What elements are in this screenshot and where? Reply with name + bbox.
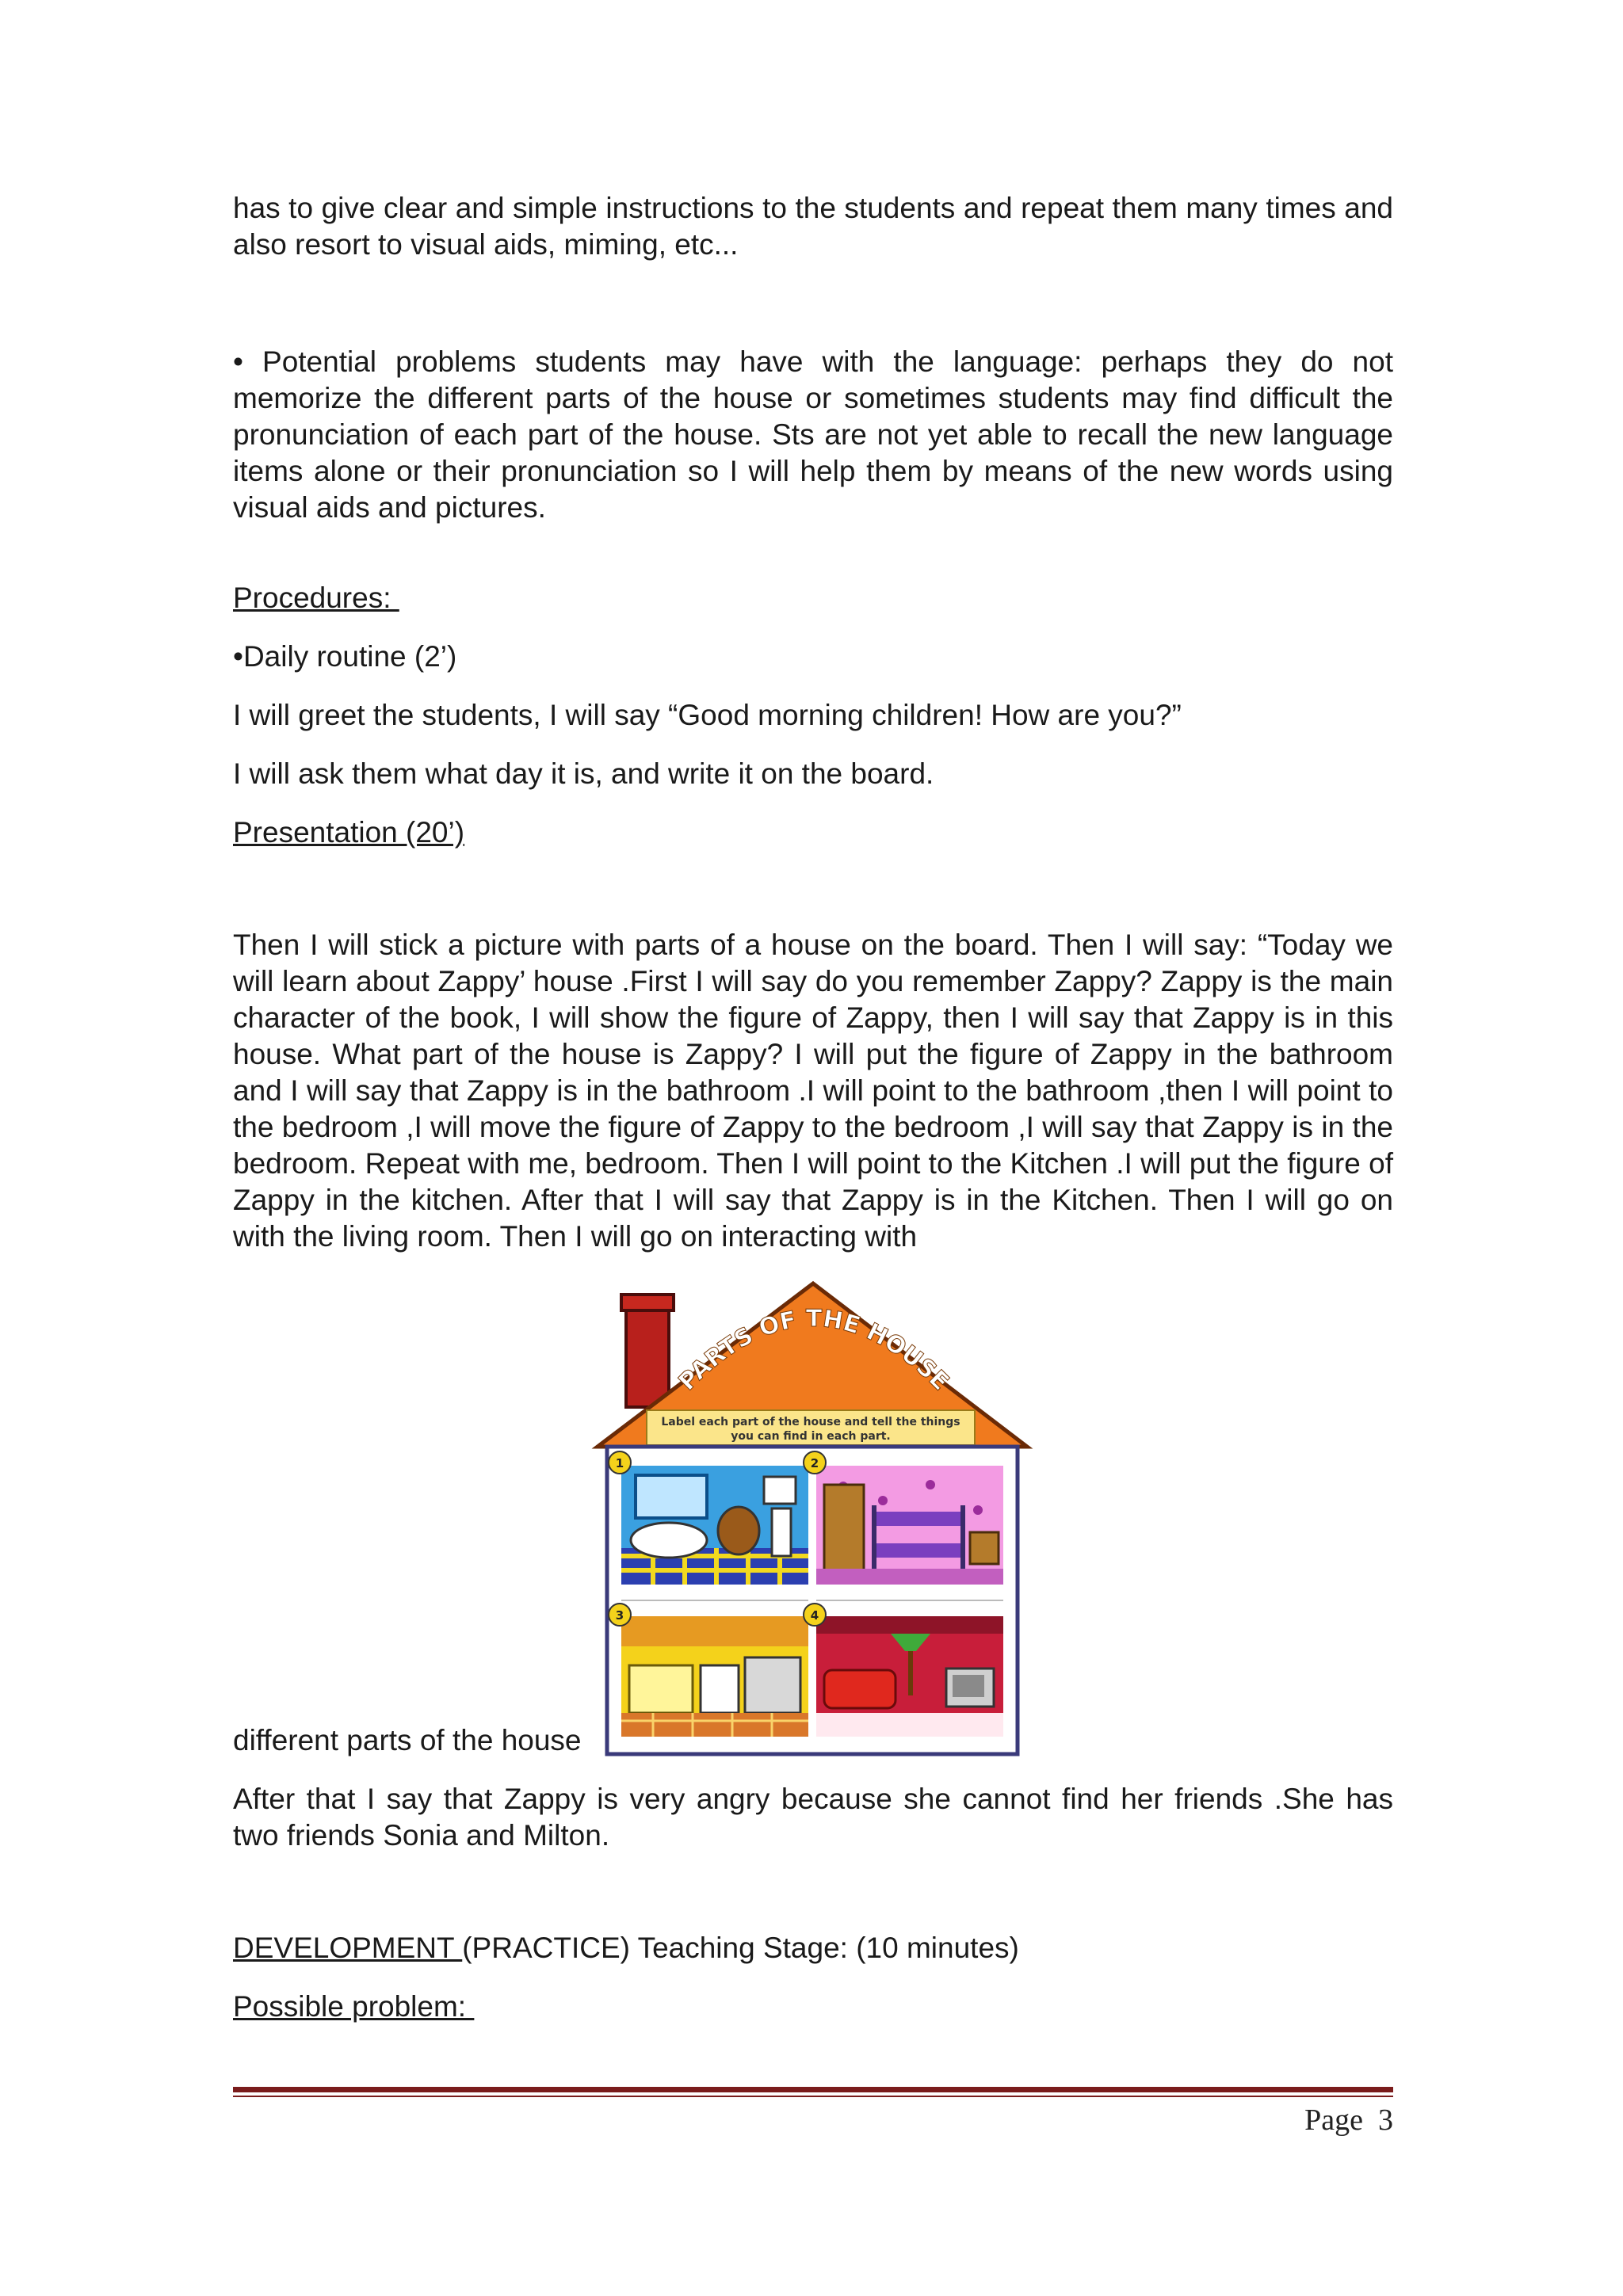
svg-text:4: 4 bbox=[810, 1608, 819, 1623]
daily-routine-item: •Daily routine (2’) bbox=[233, 640, 457, 673]
footer-rule-thick bbox=[233, 2087, 1393, 2092]
heading-possible-problem: Possible problem: bbox=[233, 1990, 475, 2023]
page-number bbox=[1236, 2103, 1393, 2138]
image-line bbox=[233, 1279, 1393, 1759]
roof-title: PARTS OF THE HOUSE bbox=[673, 1304, 954, 1397]
paragraph-after: After that I say that Zappy is very angry because she cannot find her friends .She has two friends Sonia and Milton. bbox=[233, 1783, 1393, 1852]
svg-text:Label each part of the house a: Label each part of the house and tell the things bbox=[660, 1416, 960, 1428]
page-number-value: 3 bbox=[1378, 2103, 1393, 2137]
room-kitchen bbox=[621, 1616, 808, 1737]
svg-text:you can find in each part.: you can find in each part. bbox=[730, 1430, 891, 1443]
ask-day-text: I will ask them what day it is, and write it on the board. bbox=[233, 757, 934, 790]
development-rest: (PRACTICE) Teaching Stage: (10 minutes) bbox=[462, 1932, 1019, 1964]
paragraph-instructions: has to give clear and simple instructions to the students and repeat them many times and also resort to visual aids, miming, etc... bbox=[233, 192, 1393, 261]
heading-procedures: Procedures: bbox=[233, 582, 399, 614]
room-bathroom bbox=[621, 1466, 808, 1585]
page-label: Page bbox=[1304, 2103, 1363, 2137]
development-heading: DEVELOPMENT bbox=[233, 1932, 463, 1964]
greeting-text: I will greet the students, I will say “Good morning children! How are you?” bbox=[233, 699, 1182, 731]
development-line bbox=[233, 1930, 1393, 1966]
chimney bbox=[626, 1302, 669, 1407]
parts-of-the-house-image bbox=[590, 1279, 1033, 1759]
svg-text:2: 2 bbox=[810, 1456, 819, 1470]
room-living bbox=[816, 1616, 1003, 1737]
heading-presentation: Presentation (20’) bbox=[233, 816, 465, 849]
paragraph-potential-problems: • Potential problems students may have with the language: perhaps they do not memorize the different parts of the house or sometimes students may find difficult the pronunciation of each part of the house. Sts are not yet able to recall the new language items alone or their pronunciation so I will help them by means of the new words using visual aids and pictures. bbox=[233, 345, 1393, 524]
paragraph-presentation: Then I will stick a picture with parts of a house on the board. Then I will say: “Today we will learn about Zappy’ house .First I will say do you remember Zappy? Zappy is the main character of the book, I will show the figure of Zappy, then I will say that Zappy is in this house. What part of the house is Zappy? I will put the figure of Zappy in the bathroom and I will say that Zappy is in the bathroom .I will point to the bathroom ,then I will point to the bedroom ,I will move the figure of Zappy to the bedroom ,I will say that Zappy is in the bedroom. Repeat with me, bedroom. Then I will point to the Kitchen .I will put the figure of Zappy in the kitchen. After that I will say that Zappy is in the Kitchen. Then I will go on with the living room. Then I will go on interacting with bbox=[233, 929, 1393, 1253]
svg-text:3: 3 bbox=[615, 1608, 624, 1623]
svg-text:1: 1 bbox=[615, 1456, 624, 1470]
room-bedroom bbox=[816, 1466, 1003, 1585]
footer-rule-thin bbox=[233, 2096, 1393, 2097]
page-content bbox=[233, 190, 1393, 2025]
image-line-text: different parts of the house bbox=[233, 1724, 582, 1756]
